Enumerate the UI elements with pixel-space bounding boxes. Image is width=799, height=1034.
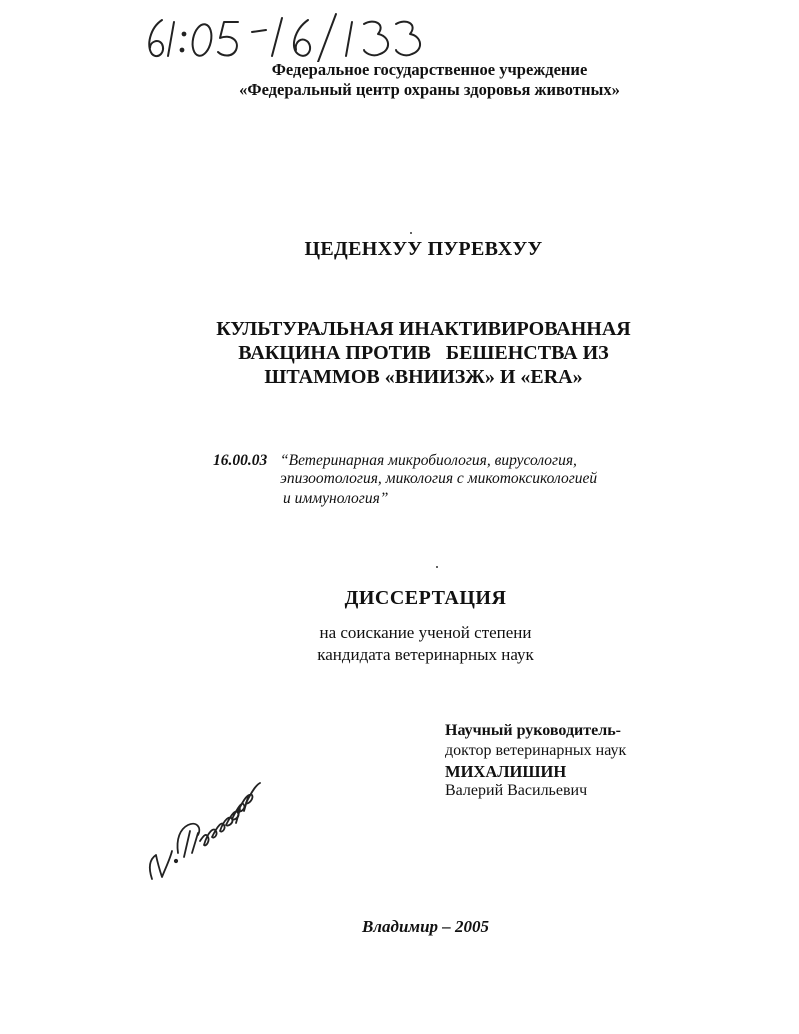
scan-speck	[436, 566, 438, 568]
specialty-code: 16.00.03	[213, 452, 268, 469]
author-name: ЦЕДЕНХУУ ПУРЕВХУУ	[304, 238, 543, 260]
specialty-name-line-3: и иммунология”	[283, 490, 389, 507]
advisor-surname: МИХАЛИШИН	[445, 762, 567, 781]
dissertation-title-line-3: ШТАММОВ «ВНИИЗЖ» И «ERA»	[264, 366, 583, 388]
specialty-name-line-2: эпизоотология, микология с микотоксикологией	[280, 470, 598, 487]
advisor-role: Научный руководитель-	[445, 722, 621, 739]
city-and-year: Владимир – 2005	[361, 917, 490, 936]
institution-name-line-1: Федеральное государственное учреждение	[271, 60, 588, 79]
institution-name-line-2: «Федеральный центр охраны здоровья животных»	[239, 80, 620, 99]
handwritten-call-number	[140, 10, 440, 62]
scan-speck	[410, 232, 412, 234]
specialty-name-line-1: “Ветеринарная микробиология, вирусология,	[280, 452, 577, 469]
degree-line-1: на соискание ученой степени	[319, 623, 532, 642]
dissertation-title-line-2: ВАКЦИНА ПРОТИВ БЕШЕНСТВА ИЗ	[238, 342, 609, 364]
handwritten-signature	[140, 775, 270, 885]
dissertation-title-line-1: КУЛЬТУРАЛЬНАЯ ИНАКТИВИРОВАННАЯ	[216, 318, 631, 340]
advisor-degree: доктор ветеринарных наук	[445, 742, 627, 759]
document-type: ДИССЕРТАЦИЯ	[344, 587, 507, 609]
degree-line-2: кандидата ветеринарных наук	[317, 645, 534, 664]
advisor-given-names: Валерий Васильевич	[445, 782, 588, 799]
